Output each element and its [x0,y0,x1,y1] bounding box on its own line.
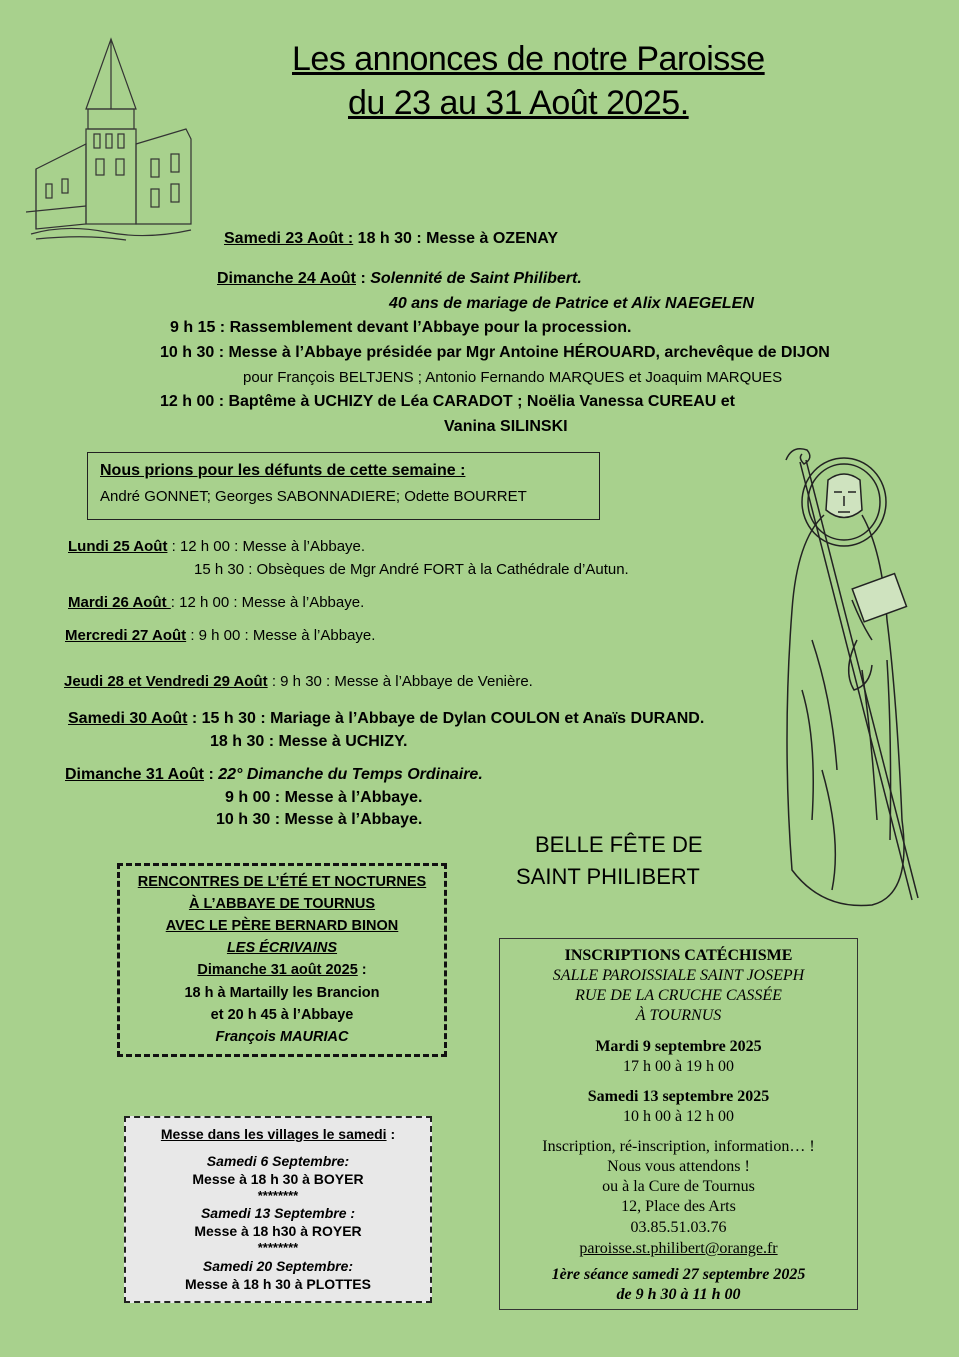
rencontres-l4: LES ÉCRIVAINS [226,940,338,956]
mon-line [68,538,365,555]
wed-text: : 9 h 00 : Messe à l’Abbaye. [186,627,376,644]
villages-d1: Samedi 6 Septembre: [206,1153,350,1169]
thu-day: Jeudi 28 et Vendredi 29 Août [64,673,268,690]
sat30-text: : 15 h 30 : Mariage à l’Abbaye de Dylan COULON et Anaïs DURAND. [187,710,705,727]
sun24-feast: Solennité de Saint Philibert. [370,270,582,287]
catechisme-info2: Nous vous attendons ! [607,1158,750,1175]
catechisme-time2: 10 h 00 à 12 h 00 [622,1108,735,1125]
villages-m2: Messe à 18 h30 à ROYER [194,1223,362,1239]
rencontres-l6: 18 h à Martailly les Brancion [184,985,380,1001]
villages-sep2: ******** [257,1240,299,1255]
villages-m1: Messe à 18 h 30 à BOYER [192,1171,364,1187]
sun31-feast: 22° Dimanche du Temps Ordinaire. [218,766,483,783]
fete-line1: BELLE FÊTE DE [535,832,703,857]
catechisme-phone: 03.85.51.03.76 [630,1219,727,1236]
page-title-line1: Les annonces de notre Paroisse [292,40,765,78]
sun31-text2: 10 h 30 : Messe à l’Abbaye. [216,811,423,828]
saint-figure-icon [762,440,932,920]
villages-m3: Messe à 18 h 30 à PLOTTES [185,1276,371,1292]
sat23-text: 18 h 30 : Messe à OZENAY [353,230,559,247]
catechisme-email[interactable]: paroisse.st.philibert@orange.fr [579,1240,778,1257]
mon-day: Lundi 25 Août [68,538,168,555]
tue-day: Mardi 26 Août [68,594,171,611]
sun31-colon: : [204,766,219,783]
rencontres-l5b: : [357,962,367,978]
rencontres-l8: François MAURIAC [215,1029,349,1045]
defunts-names: André GONNET; Georges SABONNADIERE; Odette BOURRET [100,488,527,505]
mon-text: : 12 h 00 : Messe à l’Abbaye. [167,538,366,555]
catechisme-seance2: de 9 h 30 à 11 h 00 [616,1286,741,1303]
rencontres-l1: RENCONTRES DE L’ÉTÉ ET NOCTURNES [137,874,427,890]
sat23-line [224,230,558,248]
mon-text2: 15 h 30 : Obsèques de Mgr André FORT à la Cathédrale d’Autun. [194,561,629,578]
sun24-line2-sub: pour François BELTJENS ; Antonio Fernando MARQUES et Joaquim MARQUES [243,369,783,386]
rencontres-l7: et 20 h 45 à l’Abbaye [210,1007,354,1023]
tue-text: : 12 h 00 : Messe à l’Abbaye. [170,594,365,611]
villages-heading: Messe dans les villages le samedi [160,1126,387,1142]
sun24-line3: 12 h 00 : Baptême à UCHIZY de Léa CARADOT ; Noëlia Vanessa CUREAU et [160,393,735,410]
thu-line [64,673,533,690]
catechisme-place2: RUE DE LA CRUCHE CASSÉE [575,987,782,1004]
sun24-anniversary: 40 ans de mariage de Patrice et Alix NAEGELEN [389,295,754,312]
catechisme-time1: 17 h 00 à 19 h 00 [622,1058,735,1075]
villages-box [124,1116,432,1303]
villages-d3: Samedi 20 Septembre: [202,1258,354,1274]
catechisme-info1: Inscription, ré-inscription, information… ! [542,1138,815,1155]
sun24-day: Dimanche 24 Août [217,270,356,287]
sun24-heading [217,270,582,288]
rencontres-l2: À L’ABBAYE DE TOURNUS [188,896,376,912]
sun24-colon: : [356,270,371,287]
wed-line [65,627,375,644]
catechisme-place1: SALLE PAROISSIALE SAINT JOSEPH [552,967,805,984]
villages-heading-colon: : [386,1126,396,1142]
page-title-line2: du 23 au 31 Août 2025. [348,84,689,122]
defunts-box [87,452,600,520]
catechisme-seance1: 1ère séance samedi 27 septembre 2025 [551,1266,806,1283]
sat30-day: Samedi 30 Août [68,710,188,727]
thu-text: : 9 h 30 : Messe à l’Abbaye de Venière. [267,673,533,690]
catechisme-date2: Samedi 13 septembre 2025 [587,1088,770,1105]
sun24-line2: 10 h 30 : Messe à l’Abbaye présidée par Mgr Antoine HÉROUARD, archevêque de DIJON [160,344,830,361]
fete-line2: SAINT PHILIBERT [516,864,700,889]
villages-d2: Samedi 13 Septembre : [200,1205,356,1221]
catechisme-place3: À TOURNUS [635,1007,722,1024]
rencontres-l5-line [120,962,444,978]
villages-sep1: ******** [257,1188,299,1203]
defunts-heading: Nous prions pour les défunts de cette semaine : [100,462,466,479]
sun31-day: Dimanche 31 Août [65,766,204,783]
catechisme-info4: 12, Place des Arts [621,1198,736,1215]
catechisme-title: INSCRIPTIONS CATÉCHISME [564,947,793,964]
catechisme-info3: ou à la Cure de Tournus [602,1178,755,1195]
sun31-line [65,766,483,784]
sun24-line1: 9 h 15 : Rassemblement devant l’Abbaye pour la procession. [170,319,632,336]
tue-line [68,594,364,611]
sat30-text2: 18 h 30 : Messe à UCHIZY. [210,733,408,750]
wed-day: Mercredi 27 Août [65,627,187,644]
sun24-line3-cont: Vanina SILINSKI [444,418,568,435]
rencontres-box [117,863,447,1057]
church-sketch-icon [26,34,196,244]
rencontres-l3: AVEC LE PÈRE BERNARD BINON [165,918,399,934]
sat30-line [68,710,704,728]
villages-heading-line [126,1126,430,1142]
sun31-text1: 9 h 00 : Messe à l’Abbaye. [225,789,423,806]
rencontres-l5: Dimanche 31 août 2025 [197,962,358,978]
catechisme-date1: Mardi 9 septembre 2025 [595,1038,762,1055]
catechisme-box [499,938,858,1310]
sat23-day: Samedi 23 Août : [224,230,354,247]
